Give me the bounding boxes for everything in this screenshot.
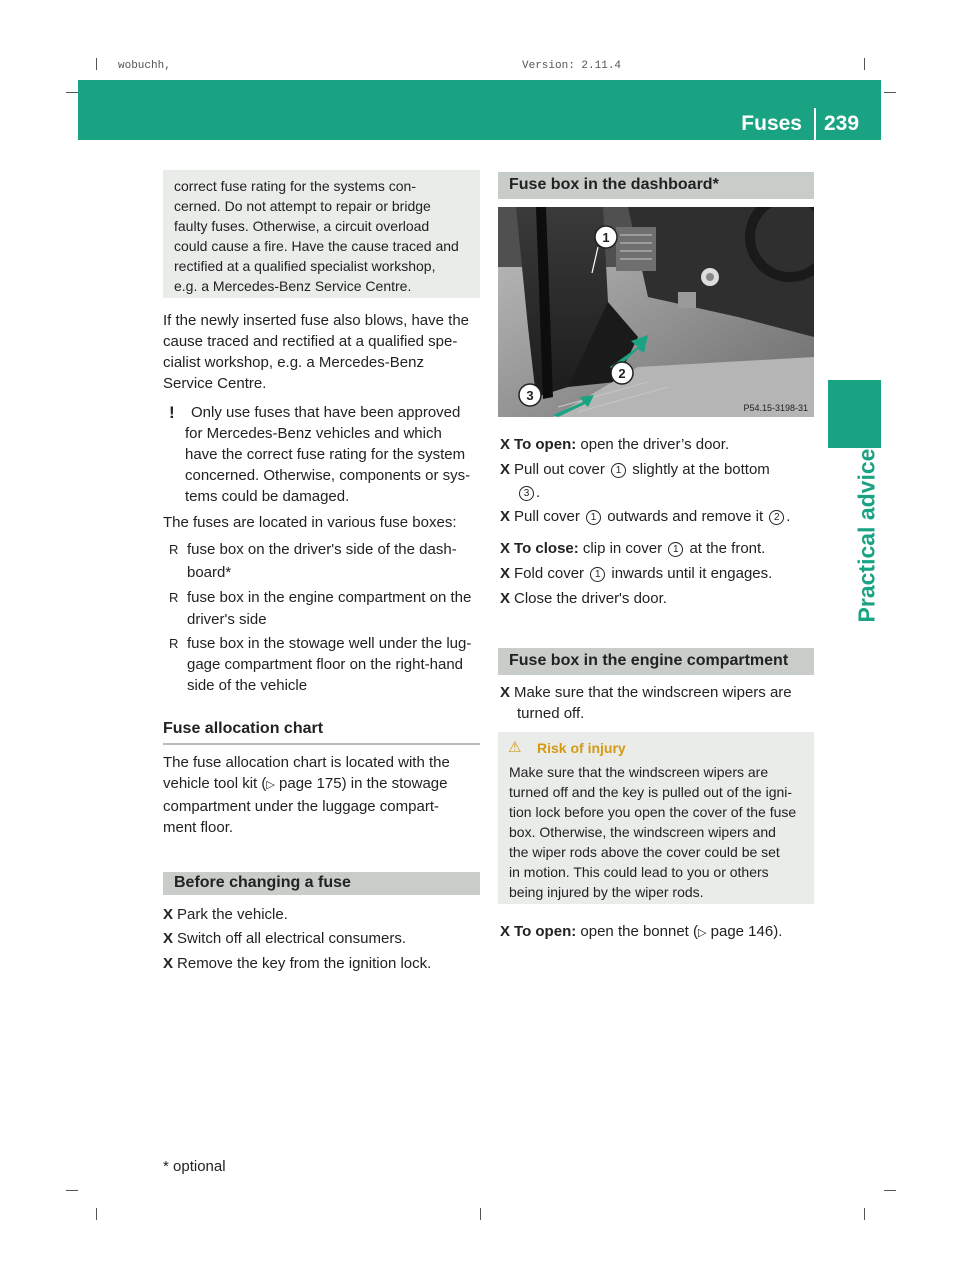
- list-line: gage compartment floor on the right-hand: [187, 656, 463, 673]
- step-arrow-icon: X: [163, 906, 174, 923]
- page-ref-arrow-icon: ▷: [698, 927, 707, 939]
- step-item: [500, 434, 729, 455]
- step-arrow-icon: X: [163, 955, 174, 972]
- photo-code: P54.15-3198-31: [743, 403, 808, 413]
- side-label: [800, 448, 910, 623]
- step-label: To close:: [514, 540, 579, 557]
- step-continuation: turned off.: [517, 705, 585, 722]
- crop-mark: [864, 1208, 865, 1220]
- step-arrow-icon: X: [500, 565, 511, 582]
- step-item: [500, 682, 815, 724]
- warning-line: Make sure that the windscreen wipers are: [509, 764, 769, 780]
- fuse-box-photo-illustration: [498, 207, 814, 417]
- step-text: at the front.: [685, 540, 766, 557]
- callout-1: 1: [602, 230, 610, 245]
- note-exclamation-icon: !: [169, 403, 175, 422]
- step-arrow-icon: X: [500, 590, 511, 607]
- bullet-icon: R: [169, 590, 179, 605]
- step-label: To open:: [514, 923, 577, 940]
- step-arrow-icon: X: [500, 684, 511, 701]
- warning-line: turned off and the key is pulled out of the igni-: [509, 784, 793, 800]
- crop-mark: [66, 1190, 78, 1191]
- list-line: fuse box in the engine compartment on the: [187, 589, 472, 606]
- fuse-allocation-heading: Fuse allocation chart: [163, 720, 324, 737]
- text-line: If the newly inserted fuse also blows, have the: [163, 312, 470, 329]
- list-item: [169, 633, 484, 699]
- step-arrow-icon: X: [500, 540, 511, 557]
- step-text: inwards until it engages.: [607, 565, 773, 582]
- step-item: [500, 921, 782, 944]
- text-span: vehicle tool kit (: [163, 775, 267, 792]
- section-heading-dashboard: [498, 172, 814, 199]
- list-item: [169, 587, 484, 631]
- located-text: The fuses are located in various fuse boxes:: [163, 514, 457, 531]
- note-line: for Mercedes-Benz vehicles and which: [185, 425, 442, 442]
- step-arrow-icon: X: [500, 461, 511, 478]
- file-meta-right: Version: 2.11.4: [522, 60, 622, 72]
- box-line: e.g. a Mercedes-Benz Service Centre.: [174, 278, 412, 294]
- step-continuation: [500, 482, 810, 503]
- step-item: [163, 904, 288, 925]
- text-line: The fuse allocation chart is located with the: [163, 754, 450, 771]
- step-text: Remove the key from the ignition lock.: [177, 955, 432, 972]
- step-text: Make sure that the windscreen wipers are: [514, 684, 792, 701]
- text-line: ment floor.: [163, 819, 234, 836]
- crop-mark: [480, 1208, 481, 1220]
- section-heading-before: [163, 872, 480, 895]
- callout-1-ref: 1: [590, 567, 605, 582]
- header-divider: [814, 108, 816, 140]
- callout-1-ref: 1: [586, 510, 601, 525]
- crop-mark: [884, 92, 896, 93]
- step-item: [163, 928, 406, 949]
- page-ref-link[interactable]: page 146).: [706, 923, 783, 940]
- step-text: Switch off all electrical consumers.: [177, 930, 406, 947]
- step-text: .: [536, 484, 541, 501]
- step-text: Park the vehicle.: [177, 906, 288, 923]
- step-text: open the bonnet (: [576, 923, 698, 940]
- crop-mark: [66, 92, 78, 93]
- step-arrow-icon: X: [500, 436, 511, 453]
- side-tab: [828, 380, 881, 448]
- page-title: Fuses: [741, 112, 802, 135]
- warning-line: being injured by the wiper rods.: [509, 884, 704, 900]
- step-text: open the driver’s door.: [576, 436, 730, 453]
- page-ref-link[interactable]: page 175) in the stowage: [274, 775, 448, 792]
- section-heading-engine: [498, 648, 814, 675]
- step-label: To open:: [514, 436, 577, 453]
- list-line: fuse box on the driver's side of the dash-: [187, 541, 457, 558]
- warning-line: box. Otherwise, the windscreen wipers and: [509, 824, 776, 840]
- warning-triangle-icon: ⚠: [508, 739, 522, 756]
- text-line: Service Centre.: [163, 375, 267, 392]
- file-meta-left: wobuchh,: [118, 60, 171, 72]
- box-line: rectified at a qualified specialist workshop,: [174, 258, 436, 274]
- warning-line: in motion. This could lead to you or others: [509, 864, 769, 880]
- heading-rule: [163, 743, 480, 745]
- step-item: [500, 588, 667, 609]
- text-line: cialist workshop, e.g. a Mercedes-Benz: [163, 354, 424, 371]
- text-line: compartment under the luggage compart-: [163, 798, 439, 815]
- list-line: board*: [187, 564, 232, 581]
- callout-2: 2: [618, 366, 626, 381]
- bullet-icon: R: [169, 636, 179, 651]
- step-arrow-icon: X: [500, 923, 511, 940]
- fuse-box-photo: [498, 207, 814, 417]
- paragraph-blows: [163, 310, 483, 394]
- step-text: Fold cover: [514, 565, 589, 582]
- crop-mark: [96, 58, 97, 70]
- callout-1-ref: 1: [668, 542, 683, 557]
- step-item: [500, 459, 810, 503]
- page-ref-arrow-icon: ▷: [266, 779, 275, 791]
- callout-3: 3: [526, 388, 534, 403]
- chart-location-text: [163, 752, 483, 838]
- bullet-icon: R: [169, 542, 179, 557]
- callout-3-ref: 3: [519, 486, 534, 501]
- step-text: Pull out cover: [514, 461, 610, 478]
- risk-of-injury-box: [498, 732, 814, 904]
- step-text: outwards and remove it: [603, 508, 768, 525]
- step-item: [500, 538, 765, 559]
- crop-mark: [96, 1208, 97, 1220]
- text-line: [163, 773, 483, 796]
- warning-box-continued: [163, 170, 480, 298]
- crop-mark: [884, 1190, 896, 1191]
- step-text: Pull cover: [514, 508, 585, 525]
- step-arrow-icon: X: [163, 930, 174, 947]
- warning-line: tion lock before you open the cover of the fuse: [509, 804, 797, 820]
- box-line: cerned. Do not attempt to repair or bridge: [174, 198, 431, 214]
- step-item: [163, 953, 431, 974]
- warning-title: Risk of injury: [537, 740, 626, 756]
- text-line: cause traced and rectified at a qualified spe-: [163, 333, 458, 350]
- list-line: driver's side: [187, 611, 267, 628]
- section-title: Fuse box in the engine compartment: [509, 652, 789, 669]
- list-item: [169, 539, 484, 583]
- warning-line: the wiper rods above the cover could be set: [509, 844, 780, 860]
- step-arrow-icon: X: [500, 508, 511, 525]
- box-line: faulty fuses. Otherwise, a circuit overload: [174, 218, 430, 234]
- list-line: side of the vehicle: [187, 677, 308, 694]
- step-item: [500, 506, 790, 527]
- section-title: Before changing a fuse: [174, 874, 351, 891]
- note-line: have the correct fuse rating for the system: [185, 446, 466, 463]
- note-line: Only use fuses that have been approved: [191, 404, 461, 421]
- note-line: concerned. Otherwise, components or sys-: [185, 467, 471, 484]
- side-label-text: Practical advice: [853, 448, 880, 623]
- step-text: .: [786, 508, 791, 525]
- section-title: Fuse box in the dashboard*: [509, 176, 719, 193]
- page-number: 239: [824, 112, 860, 135]
- callout-2-ref: 2: [769, 510, 784, 525]
- box-line: correct fuse rating for the systems con-: [174, 178, 416, 194]
- step-text: clip in cover: [578, 540, 667, 557]
- step-item: [500, 563, 772, 584]
- note-line: tems could be damaged.: [185, 488, 350, 505]
- box-line: could cause a fire. Have the cause traced and: [174, 238, 459, 254]
- list-line: fuse box in the stowage well under the lug-: [187, 635, 472, 652]
- step-text: Close the driver's door.: [514, 590, 667, 607]
- step-text: slightly at the bottom: [628, 461, 770, 478]
- callout-1-ref: 1: [611, 463, 626, 478]
- footnote: * optional: [163, 1158, 226, 1175]
- crop-mark: [864, 58, 865, 70]
- note-block: [163, 402, 483, 512]
